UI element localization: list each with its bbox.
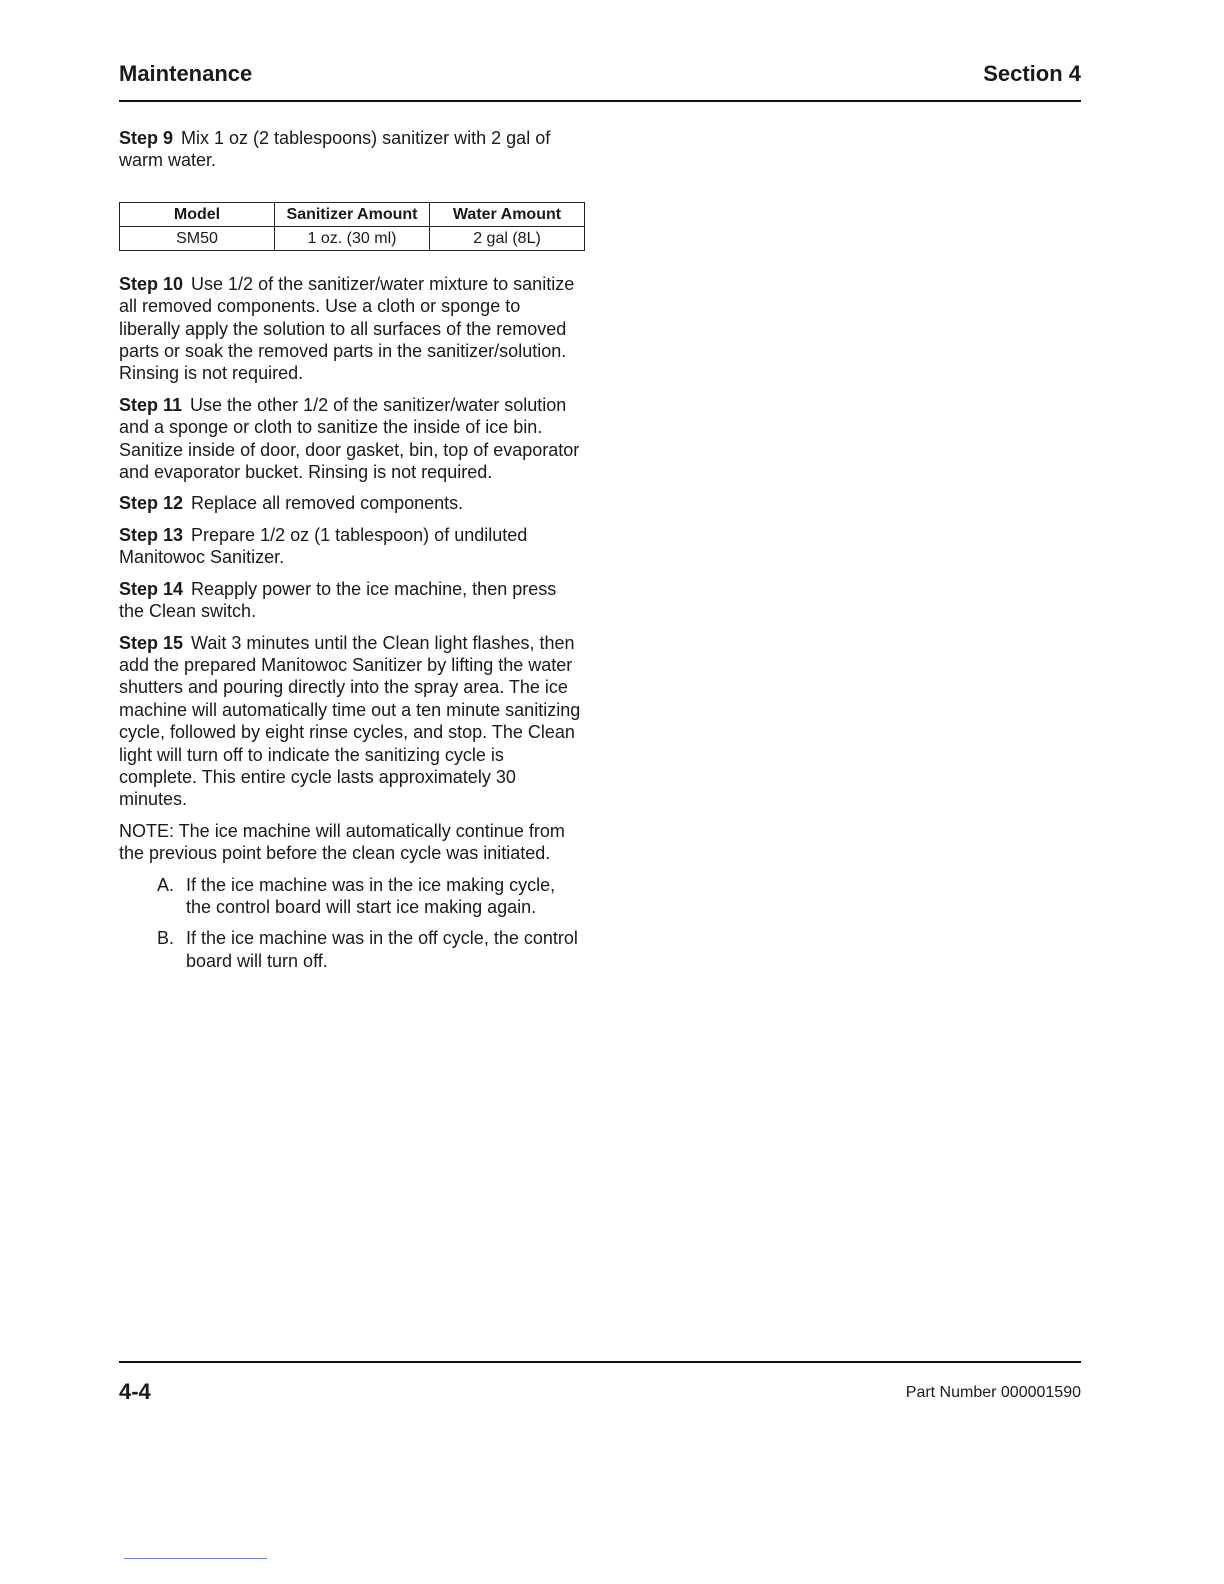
step-text: Replace all removed components. xyxy=(191,493,464,514)
step-label: Step 9 xyxy=(119,128,174,148)
step-label: Step 13 xyxy=(119,524,184,545)
list-marker: B. xyxy=(157,928,175,949)
list-item xyxy=(119,927,581,972)
list-item xyxy=(119,874,581,919)
table-header-row xyxy=(120,202,585,226)
main-content xyxy=(119,127,581,981)
step-label: Step 10 xyxy=(119,273,184,294)
step-15 xyxy=(119,632,581,811)
step-12 xyxy=(119,492,581,514)
step-text: Mix 1 oz (2 tablespoons) sanitizer with 2 gal of warm water. xyxy=(119,128,551,171)
list-text: If the ice machine was in the off cycle, the control board will turn off. xyxy=(186,928,578,971)
part-number: Part Number 000001590 xyxy=(905,1384,1081,1401)
list-text: If the ice machine was in the ice making cycle, the control board will start ice making again. xyxy=(186,874,556,917)
page-footer xyxy=(119,1361,1081,1413)
list-marker: A. xyxy=(157,874,175,895)
step-text: Use the other 1/2 of the sanitizer/water solution and a sponge or cloth to sanitize the inside of ice bin. Sanitize inside of door, door gasket, bin, top of evaporator and evaporator bucket. Rinsing is not required. xyxy=(119,394,580,483)
page-header xyxy=(119,58,1081,102)
note-text: NOTE: The ice machine will automatically continue from the previous point before the clean cycle was initiated. xyxy=(119,820,565,864)
table-header-cell: Model xyxy=(120,202,275,226)
step-label: Step 14 xyxy=(119,578,184,599)
step-label: Step 11 xyxy=(119,394,183,415)
step-11 xyxy=(119,394,581,484)
step-text: Wait 3 minutes until the Clean light flashes, then add the prepared Manitowoc Sanitizer by lifting the water shutters and pouring directly into the spray area. The ice machine will automatically time out a ten minute sanitizing cycle, followed by eight rinse cycles, and stop. The Clean light will turn off to indicate the sanitizing cycle is complete. This entire cycle lasts approximately 30 minutes. xyxy=(119,632,581,810)
table-cell: 1 oz. (30 ml) xyxy=(275,226,430,250)
step-text: Use 1/2 of the sanitizer/water mixture to sanitize all removed components. Use a cloth or sponge to liberally apply the solution to all surfaces of the removed parts or soak the removed parts in the sanitizer/solution. Rinsing is not required. xyxy=(119,273,575,384)
step-label: Step 15 xyxy=(119,632,184,653)
sanitizer-table xyxy=(119,202,585,251)
page-number: 4-4 xyxy=(119,1379,151,1404)
table-cell: SM50 xyxy=(120,226,275,250)
step-text: Reapply power to the ice machine, then press the Clean switch. xyxy=(119,578,557,622)
step-text: Prepare 1/2 oz (1 tablespoon) of undiluted Manitowoc Sanitizer. xyxy=(119,524,528,568)
header-title: Maintenance xyxy=(119,61,253,86)
step-label: Step 12 xyxy=(119,493,184,514)
step-9 xyxy=(119,127,581,172)
step-14 xyxy=(119,578,581,623)
table-row xyxy=(120,226,585,250)
table-cell: 2 gal (8L) xyxy=(430,226,585,250)
header-section: Section 4 xyxy=(983,61,1081,86)
bottom-divider xyxy=(124,1558,267,1559)
table-header-cell: Water Amount xyxy=(430,202,585,226)
table-header-cell: Sanitizer Amount xyxy=(275,202,430,226)
step-10 xyxy=(119,273,581,385)
step-13 xyxy=(119,524,581,569)
